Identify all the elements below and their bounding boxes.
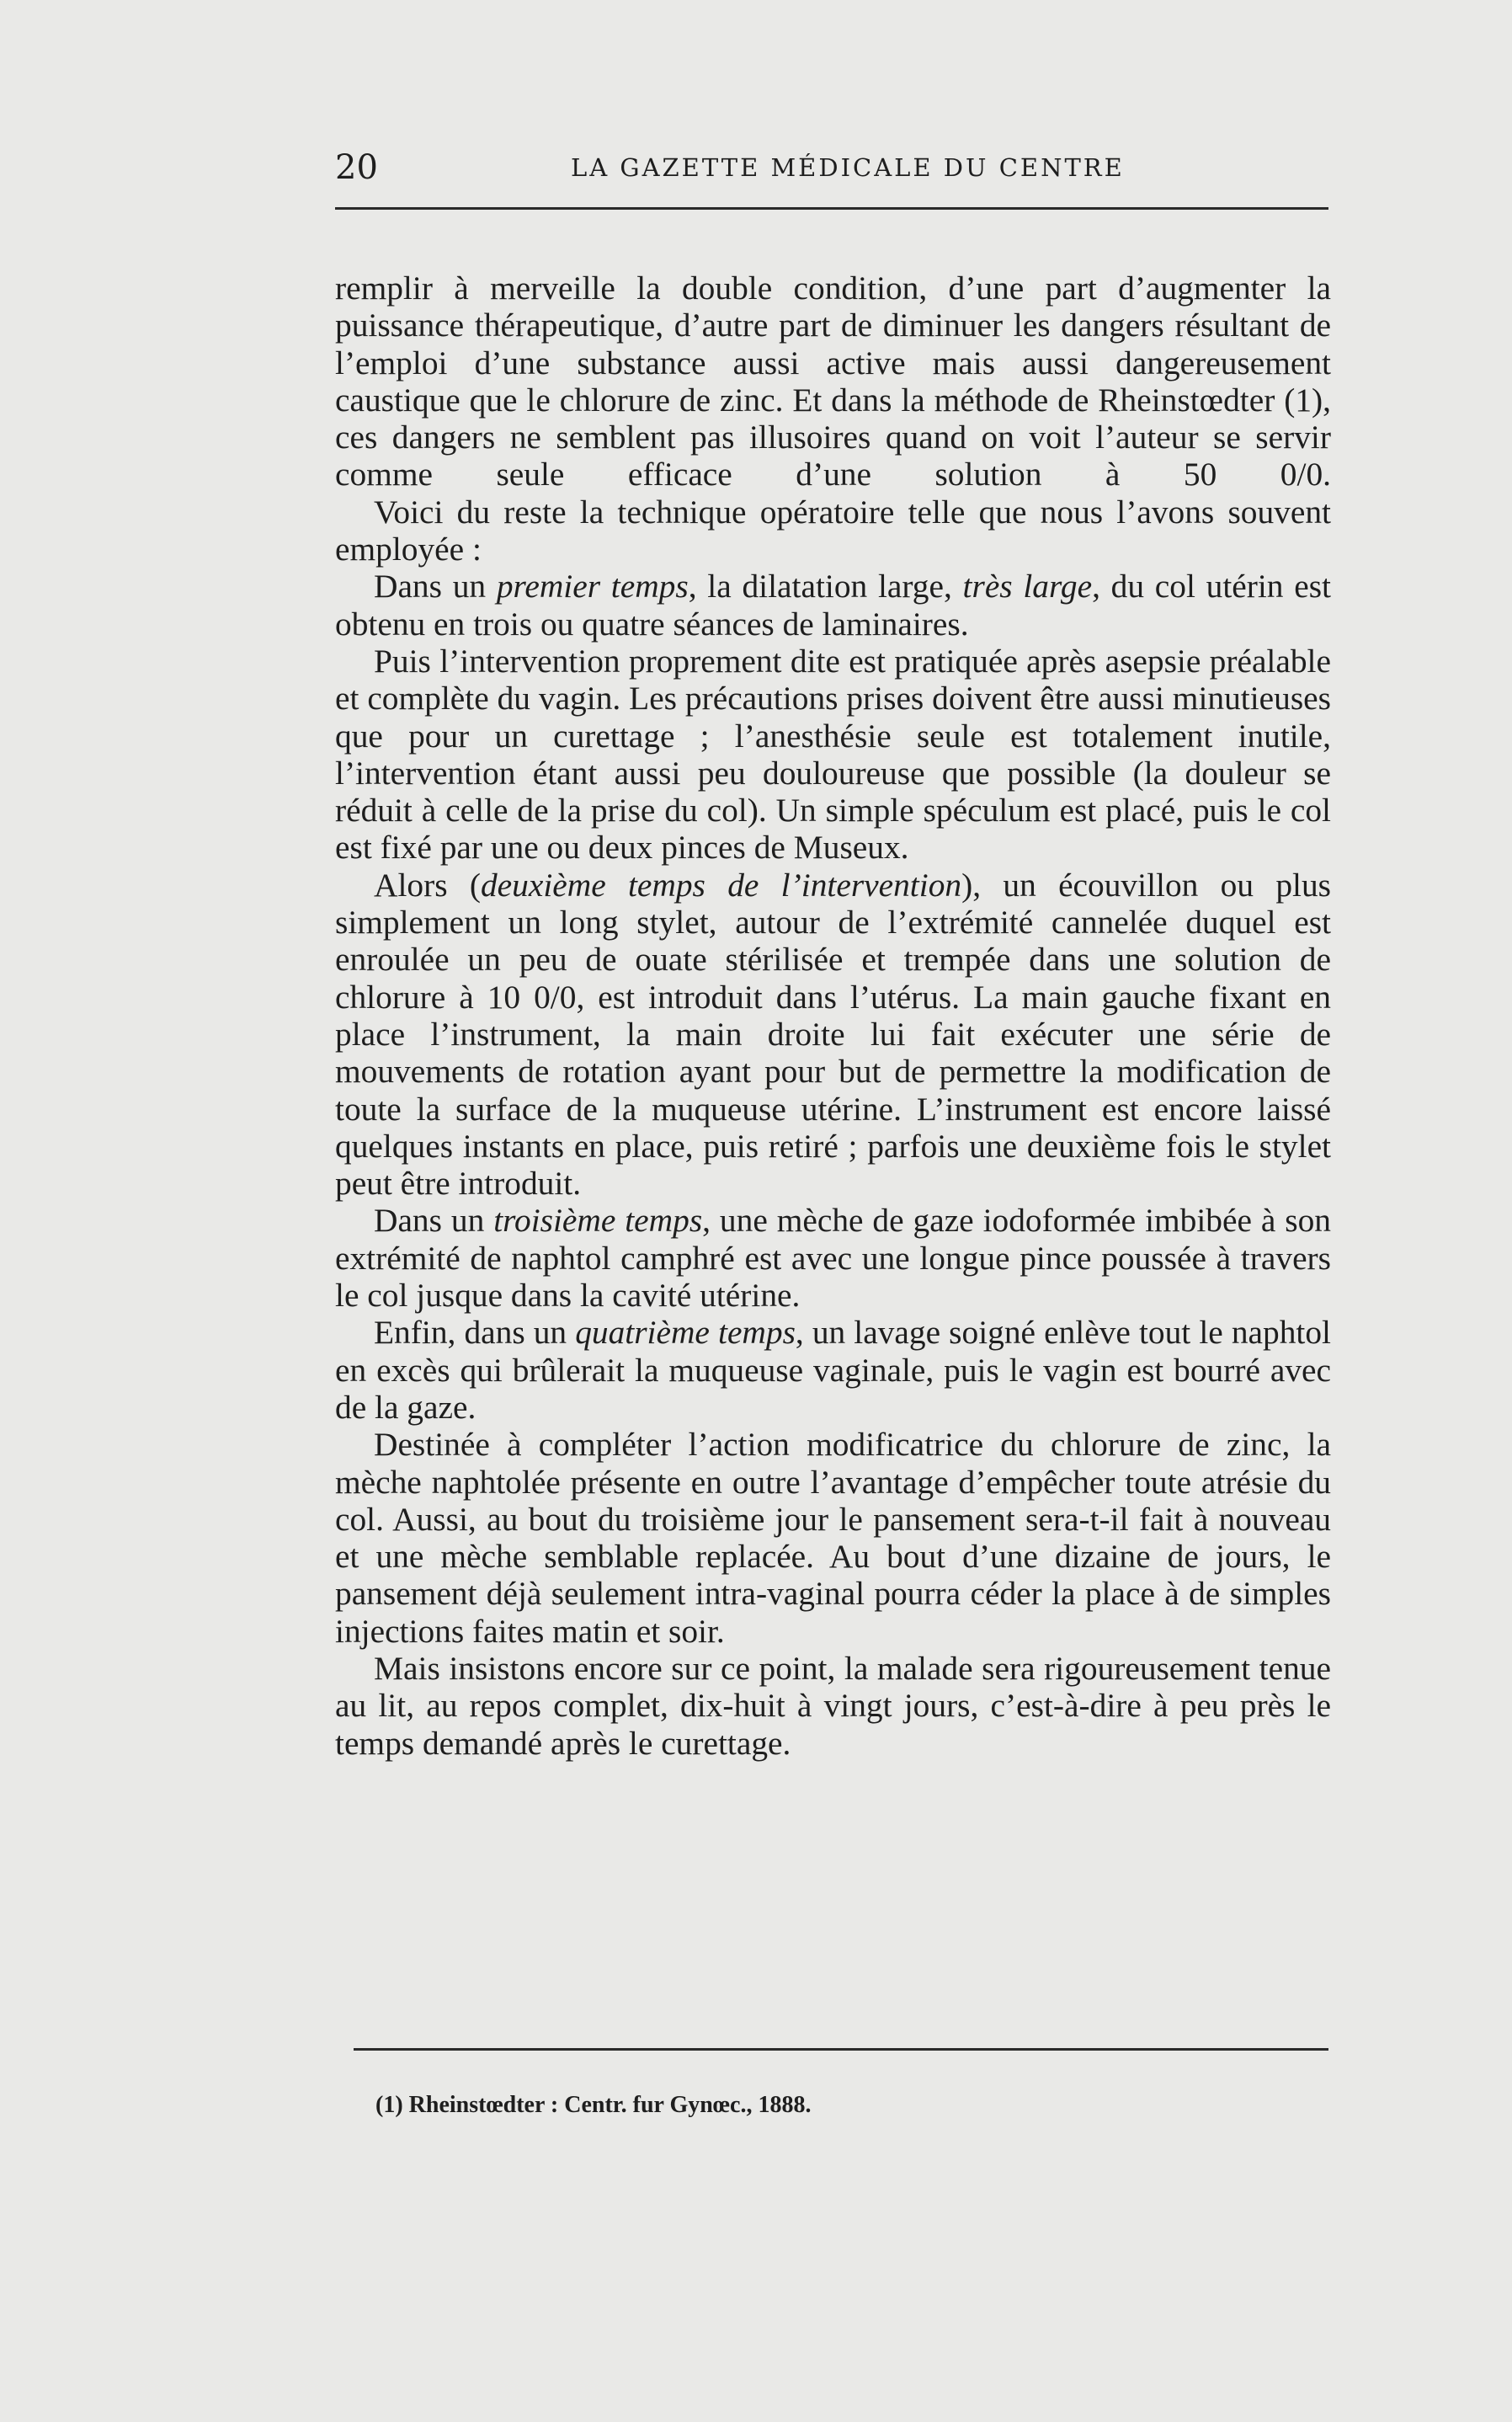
- emphasis: troisième temps: [493, 1202, 703, 1240]
- running-title: LA GAZETTE MÉDICALE DU CENTRE: [571, 153, 1125, 182]
- paragraph: Enfin, dans un quatrième temps, un lavage soigné enlève tout le naphtol en excès qui brûlerait la muqueuse vaginale, puis le vagin est bourré avec de la gaze.: [335, 1314, 1331, 1426]
- page-header: [335, 148, 1328, 190]
- emphasis: très large: [962, 568, 1093, 606]
- paragraph: Puis l’intervention proprement dite est pratiquée après asepsie préalable et complète du vagin. Les précautions prises doivent être aussi minutieuses que pour un curettage ; l’anesthésie seule est totalement inutile, l’intervention étant aussi peu douloureuse que possible (la douleur se réduit à celle de la prise du col). Un simple spéculum est placé, puis le col est fixé par une ou deux pinces de Museux.: [335, 642, 1331, 867]
- emphasis: deuxième temps de l’intervention: [480, 866, 962, 904]
- emphasis: premier temps: [496, 568, 689, 606]
- paragraph: remplir à merveille la double condition, d’une part d’augmenter la puissance thérapeutique, d’autre part de diminuer les dangers résultant de l’emploi d’une substance aussi active mais aussi dangereusement caustique que le chlorure de zinc. Et dans la méthode de Rheinstœdter (1), ces dangers ne semblent pas illusoires quand on voit l’auteur se servir comme seule efficace d’une solution à 50 0/0.: [335, 269, 1331, 493]
- paragraph: Voici du reste la technique opératoire telle que nous l’avons souvent employée :: [335, 493, 1331, 568]
- page-number: 20: [335, 148, 378, 187]
- footnote-rule: [354, 2048, 1328, 2051]
- body-text: [335, 269, 1331, 1762]
- footnote: (1) Rheinstœdter : Centr. fur Gynœc., 1888.: [375, 2092, 812, 2118]
- paragraph: Alors (deuxième temps de l’intervention), un écouvillon ou plus simplement un long stylet, autour de l’extrémité cannelée duquel est enroulée un peu de ouate stérilisée et trempée dans une solution de chlorure à 10 0/0, est introduit dans l’utérus. La main gauche fixant en place l’instrument, la main droite lui fait exécuter une série de mouvements de rotation ayant pour but de permettre la modification de toute la surface de la muqueuse utérine. L’instrument est encore laissé quelques instants en place, puis retiré ; parfois une deuxième fois le stylet peut être introduit.: [335, 866, 1332, 1203]
- paragraph: Destinée à compléter l’action modificatrice du chlorure de zinc, la mèche naphtolée présente en outre l’avantage d’empêcher toute atrésie du col. Aussi, au bout du troisième jour le pansement sera-t-il fait à nouveau et une mèche semblable replacée. Au bout d’une dizaine de jours, le pansement déjà seulement intra-vaginal pourra céder la place à de simples injections faites matin et soir.: [335, 1426, 1331, 1650]
- paragraph: Dans un troisième temps, une mèche de gaze iodoformée imbibée à son extrémité de naphtol camphré est avec une longue pince poussée à travers le col jusque dans la cavité utérine.: [335, 1202, 1331, 1315]
- header-rule: [335, 207, 1328, 210]
- emphasis: quatrième temps: [575, 1314, 796, 1352]
- paragraph: Dans un premier temps, la dilatation large, très large, du col utérin est obtenu en trois ou quatre séances de laminaires.: [335, 568, 1331, 643]
- paragraph: Mais insistons encore sur ce point, la malade sera rigoureusement tenue au lit, au repos complet, dix-huit à vingt jours, c’est-à-dire à peu près le temps demandé après le curettage.: [335, 1649, 1331, 1762]
